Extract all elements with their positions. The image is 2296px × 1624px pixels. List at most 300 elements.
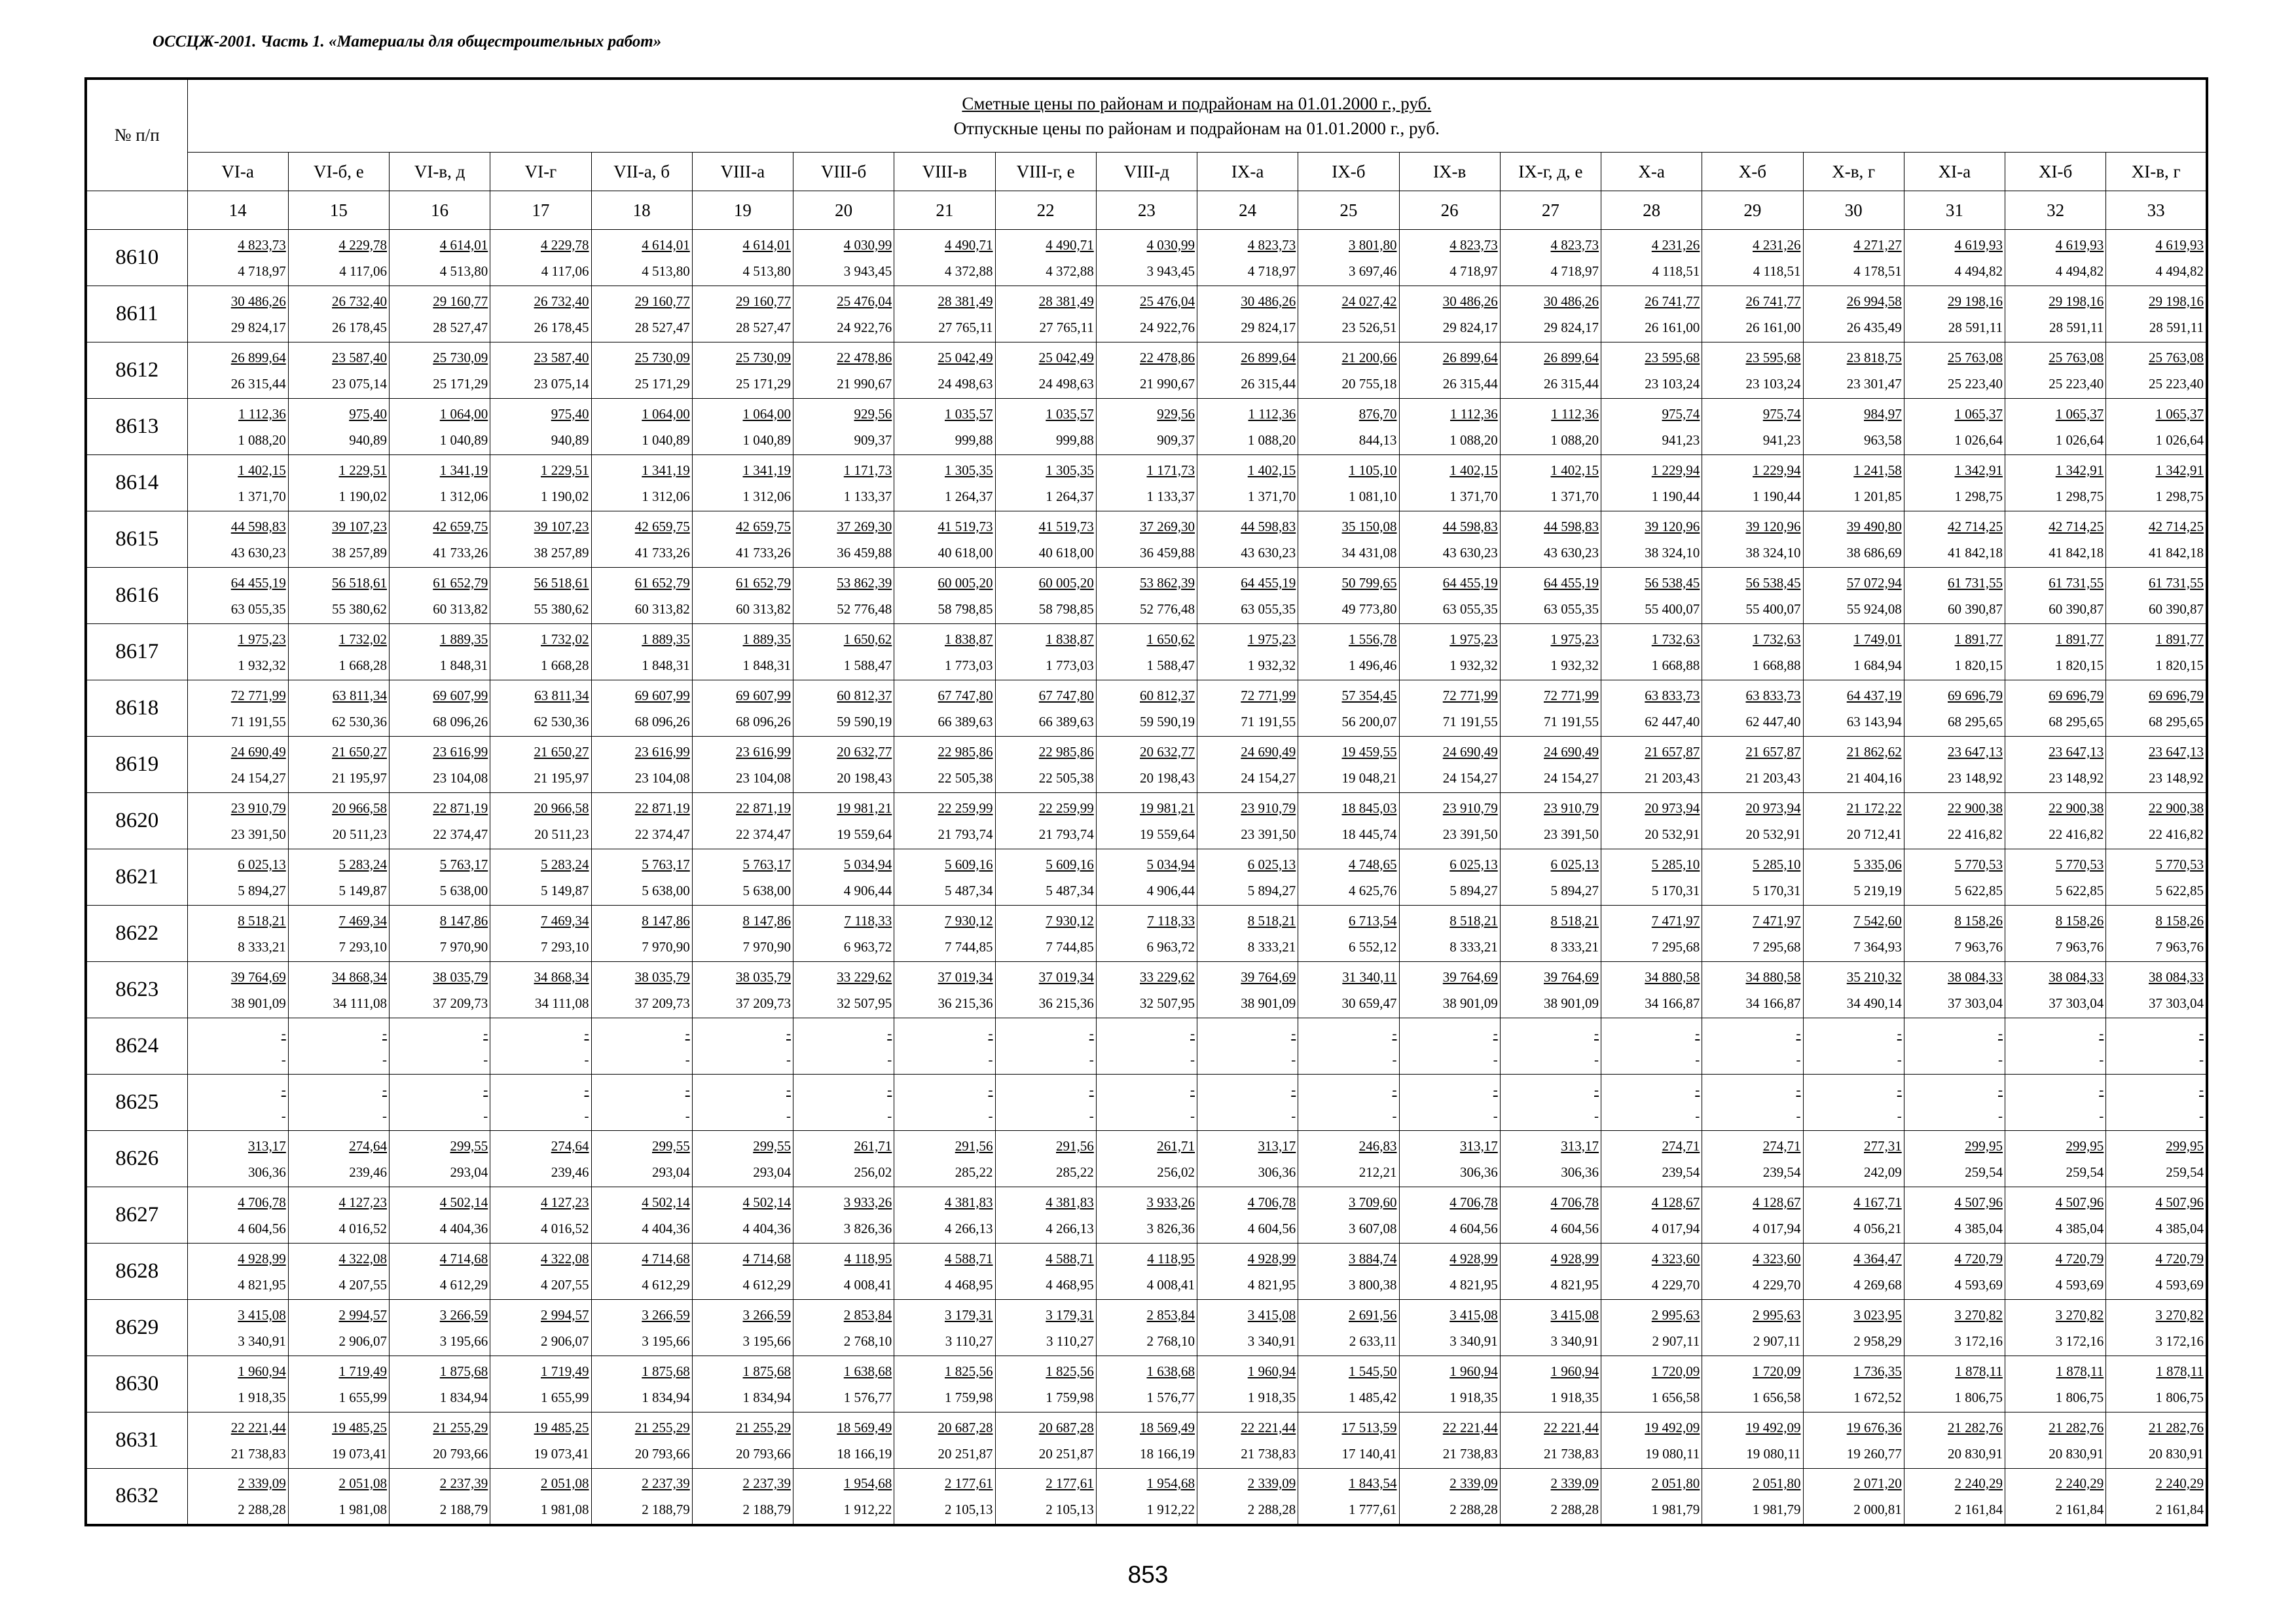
price-cell: [2005, 962, 2106, 1018]
estimated-price: 23 910,79: [1241, 800, 1296, 816]
estimated-price: 42 714,25: [2149, 518, 2204, 534]
table-row: [86, 455, 2207, 511]
wholesale-price: 20 532,91: [1745, 826, 1801, 842]
price-cell: [793, 1469, 894, 1525]
wholesale-price: 259,54: [1965, 1164, 2003, 1180]
estimated-price: 4 231,26: [1753, 236, 1801, 253]
wholesale-price: 23 391,50: [230, 826, 286, 842]
price-cell: [1298, 1244, 1399, 1300]
estimated-price: 42 659,75: [736, 518, 791, 534]
estimated-price: 4 490,71: [1046, 236, 1094, 253]
wholesale-price: 4 513,80: [439, 263, 488, 279]
estimated-price: -: [1695, 1081, 1700, 1098]
price-cell: [1399, 1469, 1500, 1525]
price-cell: [187, 624, 288, 680]
wholesale-price: 1 834,94: [742, 1389, 791, 1405]
price-cell: [1803, 1187, 1904, 1244]
estimated-price: 37 019,34: [1038, 969, 1094, 985]
price-cell: [1500, 962, 1601, 1018]
estimated-price: -: [1291, 1025, 1296, 1041]
wholesale-price: -: [382, 1051, 387, 1067]
table-row: [86, 511, 2207, 568]
price-cell: [1399, 1244, 1500, 1300]
item-code: 8614: [86, 455, 187, 511]
wholesale-price: 1 298,75: [1954, 488, 2003, 504]
estimated-price: 20 966,58: [534, 800, 589, 816]
item-code: 8623: [86, 962, 187, 1018]
price-cell: [591, 511, 692, 568]
price-cell: [1399, 1075, 1500, 1131]
wholesale-price: 4 008,41: [1146, 1276, 1195, 1293]
estimated-price: 5 770,53: [2155, 856, 2204, 872]
price-cell: [692, 849, 793, 906]
estimated-price: 26 741,77: [1645, 293, 1700, 309]
estimated-price: 44 598,83: [1241, 518, 1296, 534]
wholesale-price: 20 793,66: [634, 1445, 690, 1462]
price-cell: [692, 1244, 793, 1300]
wholesale-price: 4 468,95: [945, 1276, 993, 1293]
wholesale-price: 1 806,75: [2155, 1389, 2204, 1405]
item-code: 8615: [86, 511, 187, 568]
price-cell: [1399, 1131, 1500, 1187]
wholesale-price: 1 806,75: [2055, 1389, 2104, 1405]
price-cell: [995, 230, 1096, 286]
price-cell: [1298, 680, 1399, 737]
estimated-price: 1 305,35: [945, 462, 993, 478]
price-cell: [1601, 1187, 1702, 1244]
estimated-price: 26 899,64: [230, 349, 286, 365]
price-cell: [390, 342, 490, 399]
estimated-price: 21 650,27: [534, 743, 589, 760]
estimated-price: 1 732,63: [1651, 631, 1700, 647]
wholesale-price: 23 103,24: [1645, 375, 1700, 392]
estimated-price: 23 818,75: [1846, 349, 1902, 365]
estimated-price: 1 064,00: [742, 405, 791, 422]
price-cell: [2106, 399, 2207, 455]
table-row: [86, 1356, 2207, 1412]
estimated-price: 8 158,26: [1954, 912, 2003, 929]
price-cell: [1601, 568, 1702, 624]
wholesale-price: 1 040,89: [642, 432, 690, 448]
item-code: 8627: [86, 1187, 187, 1244]
estimated-price: 4 823,73: [1449, 236, 1498, 253]
wholesale-price: -: [1998, 1107, 2003, 1124]
column-number: 29: [1702, 191, 1803, 230]
price-cell: [2005, 286, 2106, 342]
price-cell: [1197, 962, 1298, 1018]
wholesale-price: 23 075,14: [332, 375, 387, 392]
estimated-price: 61 652,79: [433, 574, 488, 591]
price-cell: [995, 1131, 1096, 1187]
estimated-price: 42 714,25: [2049, 518, 2104, 534]
wholesale-price: 5 487,34: [1046, 882, 1094, 898]
wholesale-price: 1 668,28: [541, 657, 589, 673]
price-cell: [894, 793, 995, 849]
price-cell: [1803, 1300, 1904, 1356]
estimated-price: 25 042,49: [1038, 349, 1094, 365]
price-cell: [894, 906, 995, 962]
price-cell: [1298, 1187, 1399, 1244]
wholesale-price: 25 223,40: [1948, 375, 2003, 392]
price-cell: [1904, 286, 2005, 342]
wholesale-price: 256,02: [1157, 1164, 1195, 1180]
price-cell: [288, 1469, 389, 1525]
wholesale-price: 25 223,40: [2049, 375, 2104, 392]
estimated-price: 2 051,80: [1651, 1475, 1700, 1491]
wholesale-price: 1 848,31: [439, 657, 488, 673]
table-row: [86, 230, 2207, 286]
wholesale-price: 36 215,36: [938, 995, 993, 1011]
zone-header: IX-в: [1399, 153, 1500, 191]
item-code: 8624: [86, 1018, 187, 1075]
column-number-row: [86, 191, 2207, 230]
estimated-price: 1 825,56: [1046, 1363, 1094, 1379]
price-cell: [1197, 1300, 1298, 1356]
estimated-price: 29 198,16: [2149, 293, 2204, 309]
estimated-price: 1 402,15: [1550, 462, 1599, 478]
wholesale-price: 1 312,06: [742, 488, 791, 504]
price-cell: [1702, 286, 1803, 342]
estimated-price: 21 650,27: [332, 743, 387, 760]
price-cell: [2005, 737, 2106, 793]
wholesale-price: -: [483, 1107, 488, 1124]
estimated-price: 8 158,26: [2055, 912, 2104, 929]
estimated-price: 26 994,58: [1846, 293, 1902, 309]
estimated-price: 22 221,44: [1544, 1419, 1599, 1435]
price-cell: [288, 1075, 389, 1131]
price-cell: [2106, 962, 2207, 1018]
estimated-price: 1 064,00: [642, 405, 690, 422]
estimated-price: 20 687,28: [1038, 1419, 1094, 1435]
estimated-price: 30 486,26: [1544, 293, 1599, 309]
estimated-price: 35 210,32: [1846, 969, 1902, 985]
wholesale-price: 19 559,64: [837, 826, 892, 842]
wholesale-price: 68 295,65: [2149, 713, 2204, 729]
wholesale-price: 1 576,77: [843, 1389, 892, 1405]
wholesale-price: 4 494,82: [2155, 263, 2204, 279]
estimated-price: 2 237,39: [742, 1475, 791, 1491]
wholesale-price: 28 591,11: [1948, 319, 2003, 335]
wholesale-price: 55 400,07: [1645, 600, 1700, 617]
row-number-header: № п/п: [86, 79, 187, 191]
price-cell: [288, 906, 389, 962]
wholesale-price: 5 638,00: [742, 882, 791, 898]
price-cell: [692, 1356, 793, 1412]
wholesale-price: 1 820,15: [2155, 657, 2204, 673]
estimated-price: 929,56: [854, 405, 892, 422]
estimated-price: 291,56: [1056, 1137, 1094, 1154]
wholesale-price: 20 830,91: [1948, 1445, 2003, 1462]
wholesale-price: 32 507,95: [1140, 995, 1195, 1011]
estimated-price: 21 255,29: [634, 1419, 690, 1435]
price-cell: [2005, 624, 2106, 680]
price-cell: [894, 1469, 995, 1525]
wholesale-price: 3 943,45: [843, 263, 892, 279]
price-cell: [1803, 286, 1904, 342]
wholesale-price: 62 530,36: [332, 713, 387, 729]
estimated-price: 313,17: [248, 1137, 286, 1154]
wholesale-price: 1 588,47: [1146, 657, 1195, 673]
wholesale-price: 38 257,89: [332, 544, 387, 561]
wholesale-price: 1 264,37: [1046, 488, 1094, 504]
price-cell: [1500, 1469, 1601, 1525]
wholesale-price: 63 055,35: [1442, 600, 1498, 617]
wholesale-price: 58 798,85: [1038, 600, 1094, 617]
wholesale-price: 62 447,40: [1745, 713, 1801, 729]
price-cell: [1803, 455, 1904, 511]
price-cell: [390, 455, 490, 511]
price-cell: [1197, 1356, 1298, 1412]
wholesale-price: 2 161,84: [2155, 1501, 2204, 1517]
wholesale-price: 32 507,95: [837, 995, 892, 1011]
wholesale-price: 7 970,90: [642, 938, 690, 955]
price-cell: [490, 568, 591, 624]
estimated-price: 1 638,68: [1146, 1363, 1195, 1379]
item-code: 8620: [86, 793, 187, 849]
price-cell: [288, 1244, 389, 1300]
wholesale-price: 5 622,85: [2155, 882, 2204, 898]
estimated-price: -: [1897, 1025, 1902, 1041]
estimated-price: 8 147,86: [742, 912, 791, 929]
price-cell: [692, 342, 793, 399]
price-cell: [1904, 511, 2005, 568]
wholesale-price: 4 718,97: [238, 263, 286, 279]
wholesale-price: 940,89: [551, 432, 589, 448]
price-cell: [1803, 399, 1904, 455]
price-cell: [1702, 342, 1803, 399]
estimated-price: 21 657,87: [1745, 743, 1801, 760]
wholesale-price: 2 906,07: [338, 1333, 387, 1349]
wholesale-price: 1 777,61: [1349, 1501, 1397, 1517]
item-code: 8632: [86, 1469, 187, 1525]
estimated-price: 72 771,99: [1544, 687, 1599, 703]
price-cell: [1904, 1412, 2005, 1469]
price-cell: [1702, 1018, 1803, 1075]
price-cell: [591, 455, 692, 511]
price-cell: [288, 793, 389, 849]
price-cell: [1500, 1412, 1601, 1469]
wholesale-price: 26 178,45: [534, 319, 589, 335]
price-cell: [1197, 399, 1298, 455]
estimated-price: 39 120,96: [1645, 518, 1700, 534]
price-cell: [2106, 1412, 2207, 1469]
price-cell: [793, 568, 894, 624]
price-cell: [2005, 1412, 2106, 1469]
column-number: 27: [1500, 191, 1601, 230]
estimated-price: -: [1998, 1081, 2003, 1098]
price-cell: [1500, 1075, 1601, 1131]
zone-header: VI-в, д: [390, 153, 490, 191]
wholesale-price: 2 161,84: [1954, 1501, 2003, 1517]
estimated-price: 23 910,79: [230, 800, 286, 816]
price-cell: [1803, 793, 1904, 849]
wholesale-price: 19 080,11: [1746, 1445, 1801, 1462]
column-number: 22: [995, 191, 1096, 230]
price-cell: [1399, 1187, 1500, 1244]
price-cell: [1702, 793, 1803, 849]
estimated-price: -: [887, 1081, 892, 1098]
wholesale-price: -: [887, 1107, 892, 1124]
price-cell: [793, 286, 894, 342]
wholesale-price: 21 738,83: [230, 1445, 286, 1462]
price-cell: [1096, 1187, 1197, 1244]
wholesale-price: 41 733,26: [433, 544, 488, 561]
wholesale-price: 18 445,74: [1341, 826, 1397, 842]
price-cell: [793, 1131, 894, 1187]
price-cell: [288, 230, 389, 286]
wholesale-price: 1 190,02: [541, 488, 589, 504]
price-cell: [1702, 906, 1803, 962]
price-cell: [187, 737, 288, 793]
wholesale-price: 8 333,21: [1247, 938, 1296, 955]
wholesale-price: 37 209,73: [736, 995, 791, 1011]
price-cell: [490, 1469, 591, 1525]
estimated-price: 39 764,69: [230, 969, 286, 985]
price-cell: [1096, 1131, 1197, 1187]
price-cell: [591, 1469, 692, 1525]
wholesale-price: 38 324,10: [1745, 544, 1801, 561]
wholesale-price: 41 842,18: [1948, 544, 2003, 561]
price-cell: [894, 342, 995, 399]
estimated-price: 22 900,38: [2149, 800, 2204, 816]
estimated-price: 1 719,49: [541, 1363, 589, 1379]
wholesale-price: -: [2099, 1107, 2104, 1124]
column-number: 25: [1298, 191, 1399, 230]
wholesale-price: 21 738,83: [1544, 1445, 1599, 1462]
wholesale-price: 1 848,31: [742, 657, 791, 673]
price-cell: [1904, 568, 2005, 624]
price-cell: [1904, 962, 2005, 1018]
price-cell: [1298, 962, 1399, 1018]
estimated-price: -: [988, 1081, 993, 1098]
price-cell: [1197, 906, 1298, 962]
wholesale-price: 23 104,08: [736, 769, 791, 786]
wholesale-price: 999,88: [1056, 432, 1094, 448]
table-row: [86, 1300, 2207, 1356]
wholesale-price: 4 604,56: [1550, 1220, 1599, 1236]
wholesale-price: 4 718,97: [1449, 263, 1498, 279]
wholesale-price: 3 943,45: [1146, 263, 1195, 279]
price-cell: [1399, 1018, 1500, 1075]
price-cell: [1904, 680, 2005, 737]
estimated-price: 23 587,40: [534, 349, 589, 365]
price-cell: [490, 511, 591, 568]
estimated-price: 22 221,44: [1442, 1419, 1498, 1435]
wholesale-price: 3 340,91: [238, 1333, 286, 1349]
price-cell: [1904, 849, 2005, 906]
wholesale-price: 60 390,87: [2149, 600, 2204, 617]
price-cell: [2106, 793, 2207, 849]
estimated-price: 313,17: [1561, 1137, 1599, 1154]
estimated-price: 30 486,26: [230, 293, 286, 309]
table-row: [86, 906, 2207, 962]
estimated-price: 1 229,94: [1651, 462, 1700, 478]
estimated-price: 3 023,95: [1853, 1306, 1902, 1323]
price-cell: [894, 511, 995, 568]
price-cell: [2106, 511, 2207, 568]
wholesale-price: 62 530,36: [534, 713, 589, 729]
wholesale-price: 293,04: [753, 1164, 791, 1180]
wholesale-price: 3 800,38: [1349, 1276, 1397, 1293]
estimated-price: 2 177,61: [1046, 1475, 1094, 1491]
price-cell: [187, 230, 288, 286]
wholesale-price: 19 073,41: [332, 1445, 387, 1462]
wholesale-price: -: [1695, 1051, 1700, 1067]
wholesale-price: 3 826,36: [1146, 1220, 1195, 1236]
estimated-price: 299,55: [753, 1137, 791, 1154]
estimated-price: 60 005,20: [938, 574, 993, 591]
estimated-price: 25 730,09: [634, 349, 690, 365]
estimated-price: 63 833,73: [1745, 687, 1801, 703]
price-cell: [995, 793, 1096, 849]
price-cell: [1702, 230, 1803, 286]
price-cell: [1197, 1075, 1298, 1131]
wholesale-price: 27 765,11: [938, 319, 993, 335]
estimated-price: 37 269,30: [1140, 518, 1195, 534]
price-cell: [1601, 737, 1702, 793]
price-cell: [793, 230, 894, 286]
price-cell: [1601, 286, 1702, 342]
estimated-price: -: [1493, 1025, 1498, 1041]
wholesale-price: 49 773,80: [1341, 600, 1397, 617]
estimated-price: 6 713,54: [1349, 912, 1397, 929]
wholesale-price: 1 040,89: [439, 432, 488, 448]
price-cell: [1601, 793, 1702, 849]
wholesale-price: 239,46: [551, 1164, 589, 1180]
estimated-price: 50 799,65: [1341, 574, 1397, 591]
price-cell: [288, 286, 389, 342]
estimated-price: 4 507,96: [2155, 1194, 2204, 1210]
estimated-price: -: [2199, 1025, 2204, 1041]
wholesale-price: 24 498,63: [938, 375, 993, 392]
price-cell: [187, 680, 288, 737]
price-cell: [490, 680, 591, 737]
estimated-price: 25 476,04: [1140, 293, 1195, 309]
zone-header: IX-а: [1197, 153, 1298, 191]
price-cell: [1399, 849, 1500, 906]
wholesale-price: 23 391,50: [1241, 826, 1296, 842]
estimated-price: 6 025,13: [238, 856, 286, 872]
wholesale-price: 2 105,13: [1046, 1501, 1094, 1517]
estimated-price: 4 619,93: [2155, 236, 2204, 253]
wholesale-price: 2 768,10: [843, 1333, 892, 1349]
estimated-price: 1 975,23: [1449, 631, 1498, 647]
estimated-price: 56 518,61: [534, 574, 589, 591]
wholesale-price: 1 656,58: [1753, 1389, 1801, 1405]
zone-header: VIII-а: [692, 153, 793, 191]
estimated-price: 4 706,78: [1247, 1194, 1296, 1210]
estimated-price: 4 381,83: [1046, 1194, 1094, 1210]
price-cell: [793, 1018, 894, 1075]
estimated-price: 19 492,09: [1645, 1419, 1700, 1435]
estimated-price: 26 899,64: [1241, 349, 1296, 365]
wholesale-price: 5 487,34: [945, 882, 993, 898]
estimated-price: 25 763,08: [1948, 349, 2003, 365]
estimated-price: 1 732,02: [338, 631, 387, 647]
price-cell: [490, 1018, 591, 1075]
wholesale-price: 21 195,97: [534, 769, 589, 786]
estimated-price: 22 259,99: [1038, 800, 1094, 816]
estimated-price: 1 954,68: [1146, 1475, 1195, 1491]
estimated-price: 18 569,49: [837, 1419, 892, 1435]
price-cell: [1399, 230, 1500, 286]
price-cell: [1702, 1469, 1803, 1525]
price-cell: [995, 906, 1096, 962]
price-cell: [1904, 906, 2005, 962]
price-cell: [1096, 680, 1197, 737]
wholesale-price: 1 912,22: [1146, 1501, 1195, 1517]
price-cell: [1500, 286, 1601, 342]
